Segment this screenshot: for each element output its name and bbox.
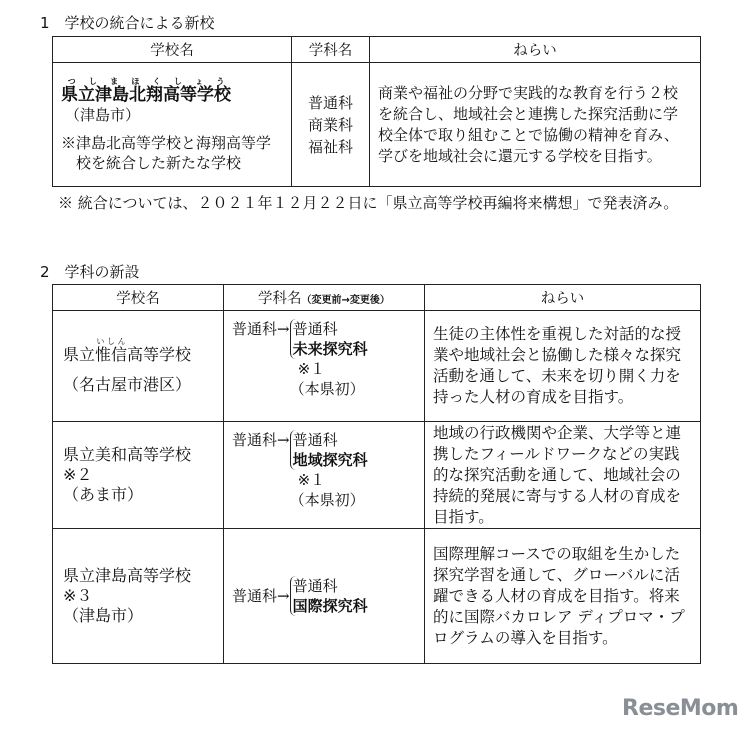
new-department: 未来探究科 <box>292 340 368 358</box>
department: 福祉科 <box>307 137 353 156</box>
city: （あま市） <box>63 485 144 504</box>
city: （名古屋市港区） <box>63 375 192 394</box>
from-department: 普通科→ <box>232 320 290 338</box>
aim: 地域の行政機関や企業、大学等と連携したフィールドワークなどの実践的な探究活動を通して、地域社会の持続的発展に寄与する人材の育成を目指す。 <box>425 422 701 529</box>
header-school: 学校名 <box>53 285 224 311</box>
school-name: 県立惟信いしん高等学校 <box>63 337 192 364</box>
school-name: 県立津島北翔高等学校つしまほくしょう <box>61 76 231 105</box>
header-aim: ねらい <box>370 37 701 63</box>
merger-note: ※津島北高等学校と海翔高等学校を統合した新たな学校 <box>61 133 272 172</box>
section1-heading: 1 学校の統合による新校 <box>40 14 215 32</box>
note-first: （本県初） <box>289 491 365 509</box>
note-mark: ※３ <box>63 586 93 605</box>
merger-table <box>52 36 701 187</box>
city: （津島市） <box>65 105 141 124</box>
to-department: 普通科 <box>292 320 338 338</box>
new-department: 地域探究科 <box>292 451 368 469</box>
note-first: （本県初） <box>289 380 365 398</box>
table-row <box>53 529 701 664</box>
note-mark: ※１ <box>297 471 326 489</box>
to-department: 普通科 <box>292 431 338 449</box>
header-aim: ねらい <box>425 285 701 311</box>
school-name: 県立美和高等学校 <box>63 445 192 464</box>
aim: 生徒の主体性を重視した対話的な授業や地域社会と協働した様々な探究活動を通して、未来を切り開く力を持った人材の育成を目指す。 <box>425 311 701 422</box>
school-name: 県立津島高等学校 <box>63 566 192 585</box>
aim: 商業や福祉の分野で実践的な教育を行う２校を統合し、地域社会と連携した探究活動に学校全体で取り組むことで協働の精神を育み、学びを地域社会に還元する学校を目指す。 <box>370 63 701 187</box>
city: （津島市） <box>63 606 144 625</box>
resemom-logo: ReseMom <box>622 696 739 721</box>
new-department: 国際探究科 <box>292 597 368 615</box>
header-school: 学校名 <box>53 37 292 63</box>
new-department-table <box>52 284 701 664</box>
department: 商業科 <box>307 115 353 134</box>
to-department: 普通科 <box>292 577 338 595</box>
from-department: 普通科→ <box>232 587 290 605</box>
section2-heading: 2 学科の新設 <box>40 263 140 281</box>
header-department: 学科名 <box>292 37 370 63</box>
department: 普通科 <box>307 93 353 112</box>
note-mark: ※１ <box>297 360 326 378</box>
aim: 国際理解コースでの取組を生かした探究学習を通して、グローバルに活躍できる人材の育成を目指す。将来的に国際バカロレア ディプロマ・プログラムの導入を目指す。 <box>425 529 701 664</box>
from-department: 普通科→ <box>232 431 290 449</box>
table-row <box>53 422 701 529</box>
footnote: ※ 統合については、２０２１年１２月２２日に「県立高等学校再編将来構想」で発表済み。 <box>58 194 679 212</box>
note-mark: ※２ <box>63 465 93 484</box>
header-department: 学科名（変更前→変更後） <box>224 285 425 311</box>
table-row <box>53 311 701 422</box>
